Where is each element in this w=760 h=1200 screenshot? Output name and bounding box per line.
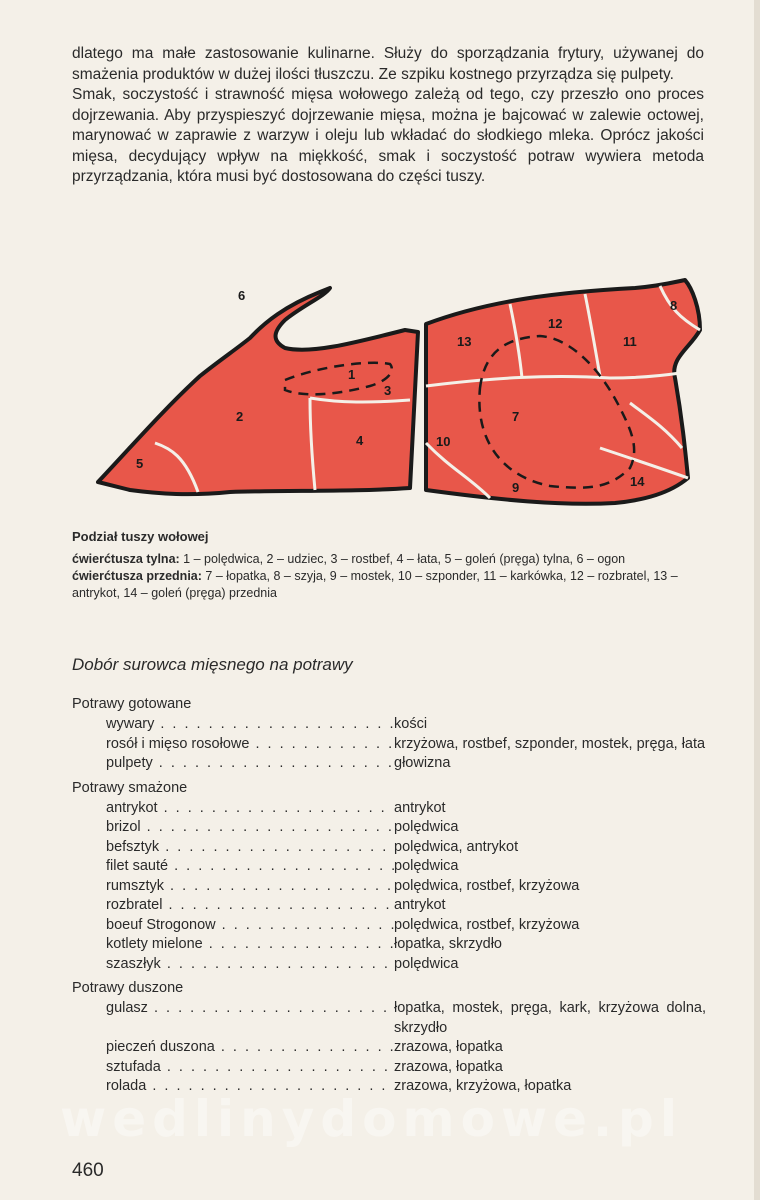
cut-label-3: 3 xyxy=(384,383,392,398)
cut-value: zrazowa, łopatka xyxy=(394,1058,503,1075)
table-row xyxy=(72,818,712,838)
cut-label-9: 9 xyxy=(512,480,520,495)
category-title: Potrawy duszone xyxy=(72,980,184,996)
dish-name: antrykot . . . xyxy=(72,799,394,819)
cut-value: polędwica, rostbef, krzyżowa xyxy=(394,916,580,933)
cut-value: łopatka, mostek, pręga, kark, krzyżowa dolna, skrzydło xyxy=(394,1000,706,1036)
table-row xyxy=(72,754,712,774)
table-row xyxy=(72,857,712,877)
cut-label-12: 12 xyxy=(548,316,563,331)
dish-cut-table xyxy=(72,690,712,1097)
cut-label-4: 4 xyxy=(356,433,364,448)
cut-value: polędwica xyxy=(394,955,459,972)
category-title: Potrawy smażone xyxy=(72,779,188,796)
table-row xyxy=(72,735,712,755)
cut-label-7: 7 xyxy=(512,409,520,424)
page-edge xyxy=(754,0,760,1200)
cut-value: antrykot xyxy=(394,799,446,816)
dish-name: szaszłyk . . . xyxy=(72,955,394,975)
dish-name: pulpety . . . xyxy=(72,754,394,774)
dish-name: boeuf Strogonow . . . xyxy=(72,916,394,936)
dish-name: befsztyk . . . xyxy=(72,838,394,858)
cut-value: antrykot xyxy=(394,897,446,913)
cut-value: kości xyxy=(394,716,428,732)
diagram-caption xyxy=(72,528,712,602)
table-row xyxy=(72,877,712,897)
intro-paragraph-2: Smak, soczystość i strawność mięsa wołowego zależą od tego, czy przeszło ono proces dojrzewania. Aby przyspieszyć dojrzewanie mięsa, można je bajcować w zalewie octowej, marynować w zaprawie z warzyw i oleju lub wkładać do słodkiego mleka. Oprócz jakości mięsa, decydujący wpływ na miękkość, smak i soczystość potraw wywiera metoda przyrządzania, która musi być dostosowana do części tuszy. xyxy=(72,86,704,185)
dish-name: rumsztyk . . . xyxy=(72,877,394,897)
dish-name: rolada . . . xyxy=(72,1077,394,1097)
dish-name: kotlety mielone . . . xyxy=(72,935,394,955)
cut-value: polędwica, antrykot xyxy=(394,838,519,855)
cut-label-13: 13 xyxy=(457,334,472,349)
cut-value: łopatka, skrzydło xyxy=(394,936,502,952)
cut-label-14: 14 xyxy=(630,474,645,489)
dish-name: gulasz . . . xyxy=(72,999,394,1038)
dish-name: sztufada . . . xyxy=(72,1058,394,1078)
cut-label-6: 6 xyxy=(238,288,246,303)
fore-quarter-label: ćwierćtusza przednia: xyxy=(72,569,202,583)
table-row xyxy=(72,838,712,858)
hind-quarter-text: 1 – polędwica, 2 – udziec, 3 – rostbef, 4 – łata, 5 – goleń (pręga) tylna, 6 – ogon xyxy=(183,552,626,566)
hind-quarter xyxy=(98,288,418,494)
cut-label-5: 5 xyxy=(136,456,144,471)
intro-paragraph-1: dlatego ma małe zastosowanie kulinarne. Służy do sporządzania frytury, używanej do smażenia produktów w dużej ilości tłuszczu. Ze szpiku kostnego przyrządza się pulpety. xyxy=(72,45,704,83)
dish-name: rosół i mięso rosołowe . . . xyxy=(72,735,394,755)
cut-label-8: 8 xyxy=(670,298,678,313)
cut-value: polędwica, rostbef, krzyżowa xyxy=(394,877,580,894)
table-row xyxy=(72,896,712,916)
caption-hind-quarter xyxy=(72,551,712,568)
table-row xyxy=(72,999,712,1038)
dish-name: brizol . . . xyxy=(72,818,394,838)
table-row xyxy=(72,715,712,735)
caption-fore-quarter xyxy=(72,568,712,602)
table-row xyxy=(72,955,712,975)
table-row xyxy=(72,799,712,819)
category-title: Potrawy gotowane xyxy=(72,696,192,712)
caption-title: Podział tuszy wołowej xyxy=(72,529,209,544)
cut-value: polędwica xyxy=(394,819,459,835)
cut-label-11: 11 xyxy=(623,334,637,349)
beef-carcass-diagram xyxy=(70,278,710,518)
section-title: Dobór surowca mięsnego na potrawy xyxy=(72,655,353,674)
dish-name: wywary . . . xyxy=(72,715,394,735)
hind-quarter-label: ćwierćtusza tylna: xyxy=(72,552,180,566)
cut-value: polędwica xyxy=(394,858,459,874)
cut-label-10: 10 xyxy=(436,434,451,449)
cut-label-1: 1 xyxy=(348,367,356,382)
table-row xyxy=(72,935,712,955)
cut-value: głowizna xyxy=(394,755,451,771)
intro-text xyxy=(72,44,704,188)
dish-name: filet sauté . . . xyxy=(72,857,394,877)
table-row xyxy=(72,1038,712,1058)
cut-value: zrazowa, łopatka xyxy=(394,1039,503,1055)
cut-label-2: 2 xyxy=(236,409,244,424)
dish-name: rozbratel . . . xyxy=(72,896,394,916)
table-row xyxy=(72,916,712,936)
cut-value: zrazowa, krzyżowa, łopatka xyxy=(394,1078,572,1094)
watermark: wedlinydomowe.pl xyxy=(60,1090,683,1148)
fore-quarter-text: 7 – łopatka, 8 – szyja, 9 – mostek, 10 – szponder, 11 – karkówka, 12 – rozbratel, 13 – antrykot, 14 – goleń (pręga) przednia xyxy=(72,569,678,600)
table-row xyxy=(72,1058,712,1078)
cut-value: krzyżowa, rostbef, szponder, mostek, pręga, łata xyxy=(394,735,706,752)
fore-quarter xyxy=(426,280,700,504)
page-number: 460 xyxy=(72,1160,104,1181)
dish-name: pieczeń duszona . . . xyxy=(72,1038,394,1058)
